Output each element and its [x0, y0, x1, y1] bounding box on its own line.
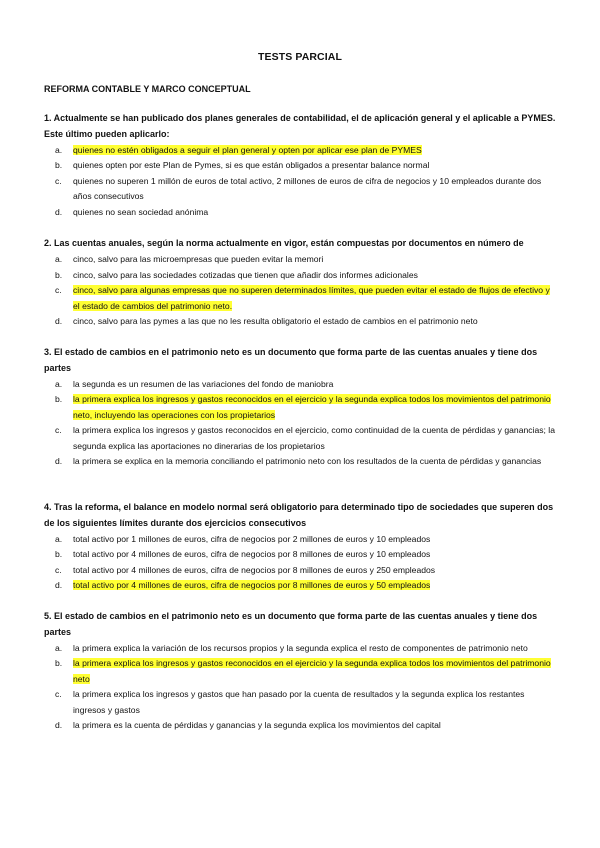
answer-text: cinco, salvo para las sociedades cotizadas que tienen que añadir dos informes adicionales: [73, 269, 418, 280]
question-1: [44, 111, 556, 220]
answer-option: [44, 578, 556, 594]
answer-list: [44, 252, 556, 330]
answer-option: [44, 687, 556, 718]
answer-letter: c.: [55, 175, 62, 186]
answer-option: [44, 205, 556, 221]
answer-text-highlighted: la primera explica los ingresos y gastos reconocidos en el ejercicio y la segunda explica todos los movimientos del patrimonio neto, incluyendo las operaciones con los propietarios: [73, 394, 551, 420]
answer-text: total activo por 4 millones de euros, cifra de negocios por 8 millones de euros y 10 empleados: [73, 549, 431, 559]
answer-letter: b.: [55, 658, 63, 668]
answer-letter: b.: [55, 160, 63, 170]
answer-option: [44, 641, 556, 657]
document-title: TESTS PARCIAL: [258, 51, 342, 63]
answer-text: quienes no sean sociedad anónima: [73, 206, 209, 217]
answer-option: [44, 532, 556, 548]
section-title: REFORMA CONTABLE Y MARCO CONCEPTUAL: [44, 84, 251, 94]
answer-letter: c.: [55, 285, 62, 295]
question-4: [44, 500, 556, 594]
answer-letter: b.: [55, 269, 63, 280]
answer-text-highlighted: total activo por 4 millones de euros, cifra de negocios por 8 millones de euros y 50 empleados: [73, 580, 431, 590]
answer-text: la segunda es un resumen de las variaciones del fondo de maniobra: [73, 378, 334, 389]
answer-letter: a.: [55, 378, 63, 389]
answer-option: [44, 252, 556, 268]
answer-option: [44, 718, 556, 734]
answer-letter: b.: [55, 549, 63, 559]
answer-letter: a.: [55, 144, 63, 155]
answer-list: [44, 641, 556, 734]
answer-letter: b.: [55, 394, 63, 404]
answer-option: [44, 377, 556, 393]
answer-text-highlighted: quienes no estén obligados a seguir el plan general y opten por aplicar ese plan de PYMES: [73, 144, 422, 155]
answer-text: total activo por 1 millones de euros, cifra de negocios por 2 millones de euros y 10 empleados: [73, 533, 431, 544]
answer-option: [44, 392, 556, 423]
answer-letter: d.: [55, 206, 63, 217]
answer-letter: d.: [55, 456, 63, 466]
answer-list: [44, 377, 556, 470]
answer-option: [44, 656, 556, 687]
answer-option: [44, 314, 556, 330]
answer-text-highlighted: la primera explica los ingresos y gastos reconocidos en el ejercicio y la segunda explica todos los movimientos del patrimonio neto: [73, 658, 551, 684]
answer-list: [44, 532, 556, 594]
question-text: 2. Las cuentas anuales, según la norma actualmente en vigor, están compuestas por documentos en número de: [44, 238, 524, 248]
answer-letter: a.: [55, 642, 63, 653]
answer-text: la primera explica los ingresos y gastos reconocidos en el ejercicio, como continuidad de la cuenta de pérdidas y ganancias; la segunda explica las aportaciones no dinerarias de los propietarios: [73, 425, 556, 451]
answer-option: [44, 423, 556, 454]
question-2: [44, 236, 556, 330]
answer-text: total activo por 4 millones de euros, cifra de negocios por 8 millones de euros y 250 empleados: [73, 564, 436, 575]
answer-option: [44, 454, 556, 470]
answer-letter: c.: [55, 425, 62, 435]
question-text: 3. El estado de cambios en el patrimonio neto es un documento que forma parte de las cuentas anuales y tiene dos partes: [44, 347, 538, 373]
answer-letter: d.: [55, 720, 63, 730]
answer-text: quienes no superen 1 millón de euros de total activo, 2 millones de euros de cifra de negocios y 10 empleados durante dos años consecutivos: [73, 175, 542, 201]
answer-text: cinco, salvo para las pymes a las que no les resulta obligatorio el estado de cambios en el patrimonio neto: [73, 316, 478, 326]
answer-list: [44, 143, 556, 221]
answer-letter: c.: [55, 689, 62, 699]
answer-letter: c.: [55, 564, 62, 575]
answer-option: [44, 158, 556, 174]
question-text: 5. El estado de cambios en el patrimonio neto es un documento que forma parte de las cuentas anuales y tiene dos partes: [44, 611, 538, 637]
answer-letter: a.: [55, 533, 63, 544]
answer-letter: d.: [55, 580, 63, 590]
answer-option: [44, 143, 556, 159]
answer-letter: a.: [55, 254, 63, 264]
answer-text: la primera explica los ingresos y gastos que han pasado por la cuenta de resultados y la segunda explica los restantes ingresos y gastos: [73, 689, 525, 715]
answer-option: [44, 268, 556, 284]
question-text: 4. Tras la reforma, el balance en modelo normal será obligatorio para determinado tipo de sociedades que superen dos de los siguientes límites durante dos ejercicios consecutivos: [44, 502, 554, 528]
answer-text: la primera se explica en la memoria conciliando el patrimonio neto con los resultados de la cuenta de pérdidas y ganancias: [73, 456, 542, 466]
answer-text-highlighted: cinco, salvo para algunas empresas que no superen determinados límites, que pueden evitar el estado de flujos de efectivo y el estado de cambios del patrimonio neto.: [73, 285, 550, 311]
question-5: [44, 609, 556, 734]
answer-option: [44, 547, 556, 563]
answer-option: [44, 283, 556, 314]
answer-text: la primera explica la variación de los recursos propios y la segunda explica el resto de componentes de patrimonio neto: [73, 642, 528, 653]
answer-option: [44, 174, 556, 205]
answer-text: la primera es la cuenta de pérdidas y ganancias y la segunda explica los movimientos del capital: [73, 720, 441, 730]
question-text: 1. Actualmente se han publicado dos planes generales de contabilidad, el de aplicación general y el aplicable a PYMES. Este último pueden aplicarlo:: [44, 113, 556, 139]
answer-text: cinco, salvo para las microempresas que pueden evitar la memori: [73, 254, 324, 264]
answer-option: [44, 563, 556, 579]
question-3: [44, 345, 556, 470]
answer-text: quienes opten por este Plan de Pymes, si es que están obligados a presentar balance normal: [73, 160, 430, 170]
answer-letter: d.: [55, 316, 63, 326]
